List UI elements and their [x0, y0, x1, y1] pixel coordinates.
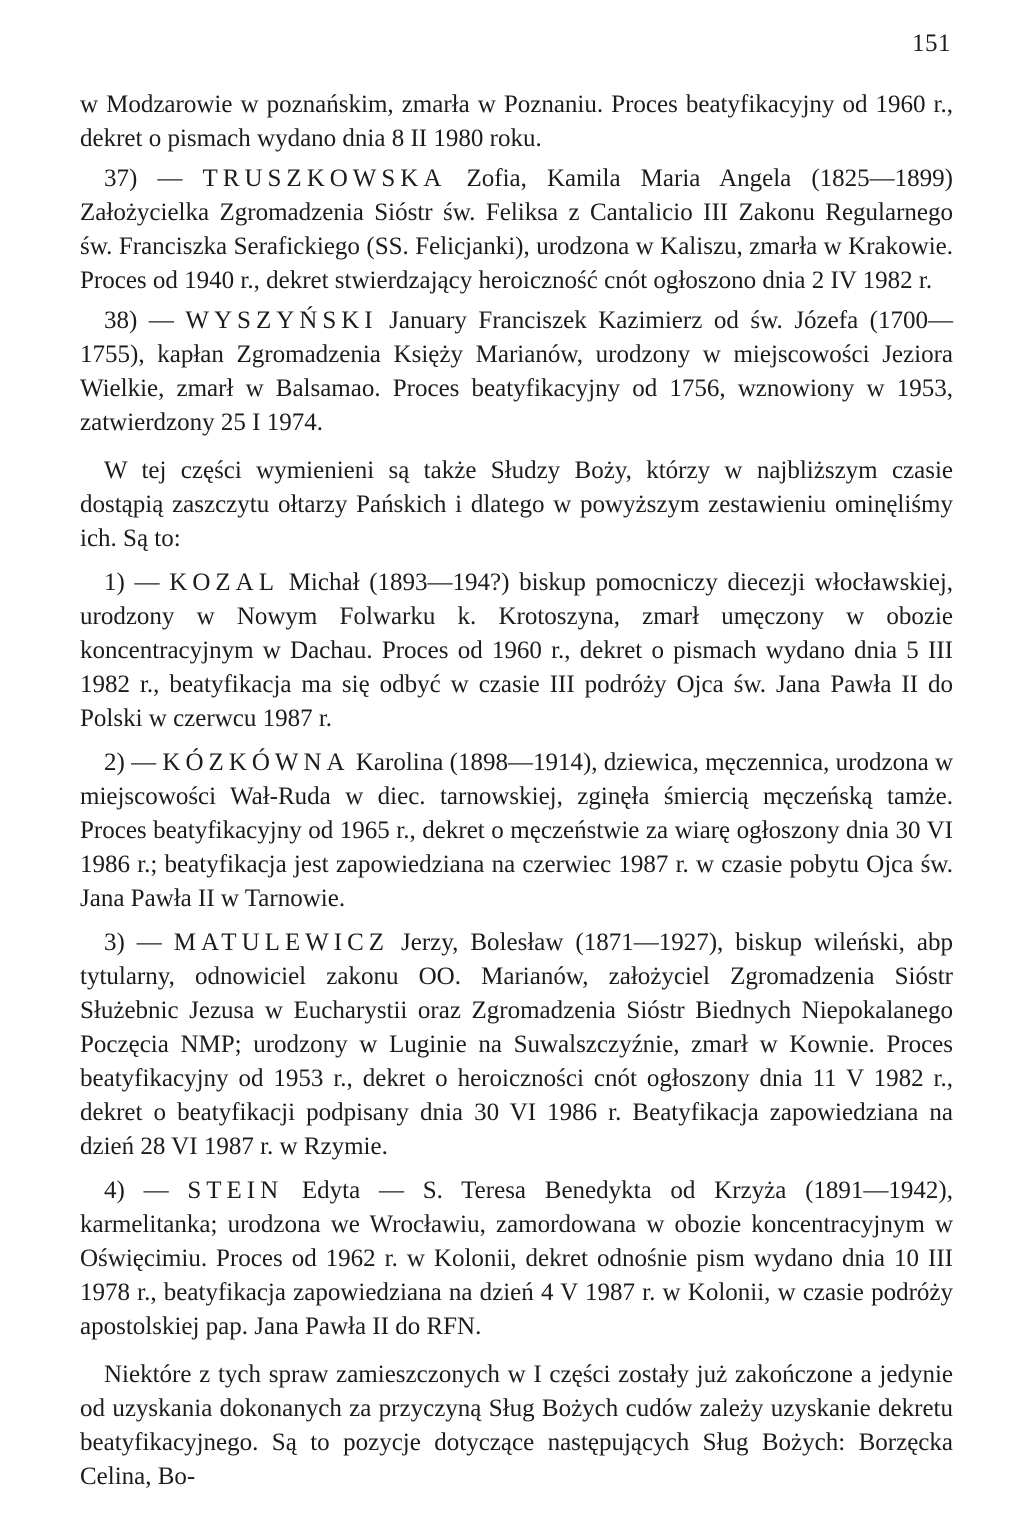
entry-text: Zofia, Kamila Maria Angela (1825—1899) Założycielka Zgromadzenia Sióstr św. Feliksa z Cantalicio III Zakonu Regularnego św. Franciszka Serafickiego (SS. Felicjanki), urodzona w Kaliszu, zmarła w Krakowie. Proces od 1940 r., dekret stwierdzający heroiczność cnót ogłoszono dnia 2 IV 1982 r. [80, 165, 954, 294]
paragraph-text: Niektóre z tych spraw zamieszczonych w I części zostały już zakończone a jedynie od uzyskania dokonanych za przyczyną Sług Bożych cudów zależy uzyskanie dekretu beatyfikacyjnego. Są to pozycje dotyczące następujących Sług Bożych: Borzęcka Celina, Bo- [80, 1361, 953, 1490]
entry-surname: STEIN [187, 1177, 284, 1204]
entry-number: 4) — [104, 1177, 169, 1204]
entry-2 [80, 746, 953, 916]
entry-text: Jerzy, Bolesław (1871—1927), biskup wileński, abp tytularny, odnowiciel zakonu OO. Marianów, założyciel Zgromadzenia Sióstr Służebnic Jezusa w Eucharystii oraz Zgromadzenia Sióstr Biednych Niepokalanego Poczęcia NMP; urodzony w Luginie na Suwalszczyźnie, zmarł w Kownie. Proces beatyfikacyjny od 1953 r., dekret o heroiczności cnót ogłoszony dnia 11 V 1982 r., dekret o beatyfikacji podpisany dnia 30 VI 1986 r. Beatyfikacja zapowiedziana na dzień 28 VI 1987 r. w Rzymie. [80, 929, 953, 1160]
intro-paragraph [80, 454, 953, 556]
entry-surname: WYSZYŃSKI [185, 307, 378, 334]
entry-text: Edyta — S. Teresa Benedykta od Krzyża (1891—1942), karmelitanka; urodzona we Wrocławiu, zamordowana w obozie koncentracyjnym w Oświęcimiu. Proces od 1962 r. w Kolonii, dekret odnośnie pism wydano dnia 10 III 1978 r., beatyfikacja zapowiedziana na dzień 4 V 1987 r. w Kolonii, w czasie podróży apostolskiej pap. Jana Pawła II do RFN. [80, 1177, 953, 1340]
entry-surname: MATULEWICZ [173, 929, 390, 956]
entry-4 [80, 1174, 953, 1344]
entry-surname: TRUSZKOWSKA [202, 165, 447, 192]
entry-37 [80, 162, 953, 298]
entry-38 [80, 304, 953, 440]
paragraph-continuation [80, 88, 953, 156]
entry-text: January Franciszek Kazimierz od św. Józefa (1700—1755), kapłan Zgromadzenia Księży Marianów, urodzony w miejscowości Jeziora Wielkie, zmarł w Balsamao. Proces beatyfikacyjny od 1756, wznowiony w 1953, zatwierdzony 25 I 1974. [80, 307, 954, 436]
entry-3 [80, 926, 953, 1164]
entry-number: 38) — [104, 307, 174, 334]
entry-text: Karolina (1898—1914), dziewica, męczennica, urodzona w miejscowości Wał-Ruda w diec. tarnowskiej, zginęła śmiercią męczeńską tamże. Proces beatyfikacyjny od 1965 r., dekret o męczeństwie za wiarę ogłoszony dnia 30 VI 1986 r.; beatyfikacja jest zapowiedziana na czerwiec 1987 r. w czasie pobytu Ojca św. Jana Pawła II w Tarnowie. [80, 749, 953, 912]
entry-number: 2) — [104, 749, 157, 776]
entry-1 [80, 566, 953, 736]
entry-number: 1) — [104, 569, 160, 596]
body-text [80, 88, 953, 1494]
page-number: 151 [912, 30, 951, 57]
entry-number: 37) — [104, 165, 183, 192]
entry-surname: KOZAL [169, 569, 279, 596]
closing-paragraph [80, 1358, 953, 1494]
entry-surname: KÓZKÓWNA [162, 749, 350, 776]
paragraph-text: W tej części wymienieni są także Słudzy Boży, którzy w najbliższym czasie dostąpią zaszczytu ołtarzy Pańskich i dlatego w powyższym zestawieniu ominęliśmy ich. Są to: [80, 457, 953, 552]
paragraph-text: w Modzarowie w poznańskim, zmarła w Poznaniu. Proces beatyfikacyjny od 1960 r., dekret o pismach wydano dnia 8 II 1980 roku. [80, 91, 953, 152]
entry-text: Michał (1893—194?) biskup pomocniczy diecezji włocławskiej, urodzony w Nowym Folwarku k. Krotoszyna, zmarł umęczony w obozie koncentracyjnym w Dachau. Proces od 1960 r., dekret o pismach wydano dnia 5 III 1982 r., beatyfikacja ma się odbyć w czasie III podróży Ojca św. Jana Pawła II do Polski w czerwcu 1987 r. [80, 569, 954, 732]
entry-number: 3) — [104, 929, 162, 956]
